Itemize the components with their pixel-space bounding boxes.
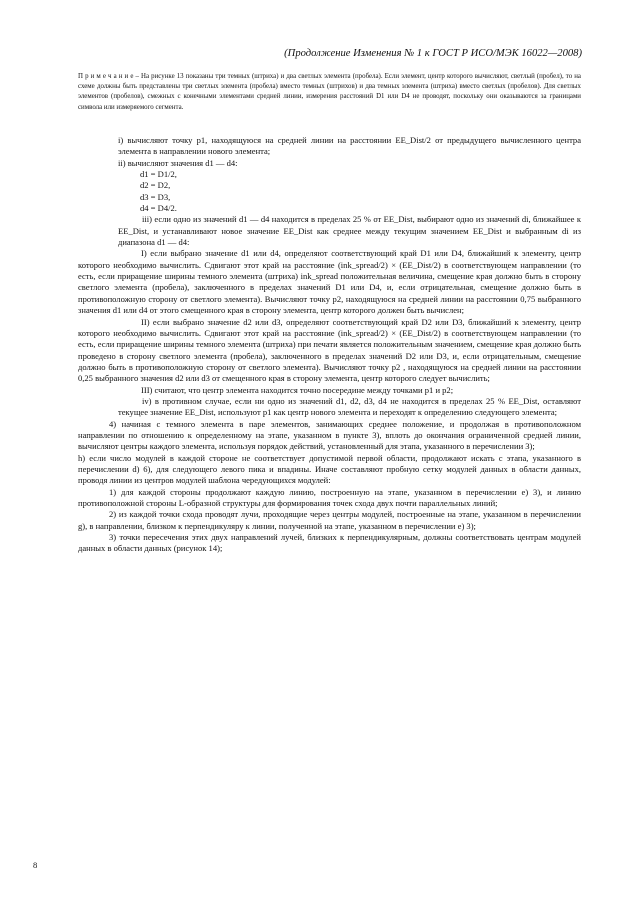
formula-d3: d3 = D3,	[140, 191, 171, 202]
item-I: I) если выбрано значение d1 или d4, определяют соответствующий край D1 или D4, ближайший к элементу, центр которого необходимо вычислить. Сдвигают этот край на расстояние (ink_spread/2) × (EE_Dist/2) в соответствующем направлении (то есть, если приращение ширины темного элемента (штриха) ink_spread положительная величина, смещение края должно быть в сторону светлого элемента (пробела), заключенного в пределах значений D1 или D4, и, если отрицательная, смещение должно быть в противоположную сторону от светлого элемента). Вычисляют точку p2, находящуюся на средней линии на расстоянии 0,75 выбранного значения d1 или d4 от этого смещенного края в сторону элемента, центр которого должен быть вычислен;	[78, 248, 581, 316]
formula-d1: d1 = D1/2,	[140, 169, 177, 180]
item-i: i) вычисляют точку p1, находящуюся на средней линии на расстоянии EE_Dist/2 от предыдущего вычисленного центра элемента в направлении нового элемента;	[118, 135, 581, 157]
item-iii: iii) если одно из значений d1 — d4 находится в пределах 25 % от EE_Dist, выбирают одно из значений di, ближайшее к EE_Dist, и устанавливают новое значение EE_Dist как среднее между текущим значением EE_Dist и выбранным di из диапазона d1 — d4:	[118, 214, 581, 248]
item-h-3: 3) точки пересечения этих двух направлений лучей, близких к перпендикулярным, должны соответствовать центрам модулей данных в области данных (рисунок 14);	[78, 532, 581, 554]
item-II: II) если выбрано значение d2 или d3, определяют соответствующий край D2 или D3, ближайший к элементу, центр которого необходимо вычислить. Сдвигают этот край на расстояние (ink_spread/2) × (EE_Dist/2) в соответствующем направлении (то есть, если приращение ширины темного элемента (штриха) при печати является положительным значением, смещение края должно быть проведено в сторону светлого элемента (пробела), заключенного в пределах значений D2 или D3, и, если отрицательным, смещение должно быть в противоположную сторону от светлого элемента). Вычисляют точку p2 , находящуюся на средней линии на расстоянии 0,25 выбранного значения d2 или d3 от смещенного края в сторону элемента, центр которого следует вычислить;	[78, 316, 581, 384]
item-h-1: 1) для каждой стороны продолжают каждую линию, построенную на этапе, указанном в перечислении e) 3), и линию противоположной стороны L-образной структуры для формирования точек схода двух почти параллельных линий;	[78, 486, 581, 508]
page-header: (Продолжение Изменения № 1 к ГОСТ Р ИСО/МЭК 16022—2008)	[284, 48, 582, 59]
note-paragraph: П р и м е ч а н и е – На рисунке 13 показаны три темных (штриха) и два светлых элемента (пробела). Если элемент, центр которого вычисляют, светлый (пробел), то на схеме должны быть представлены три светлых элемента (пробела) вместо темных (штрихов) и два темных элемента (штриха) вместо светлых (пробелов). Для светлых элементов (пробелов), смежных с конечными элементами средней линии, измерения расстояний D1 или D4 не проводят, поскольку они оказываются за границами символа или измеряемого сегмента.	[78, 73, 581, 111]
formula-d2: d2 = D2,	[140, 180, 171, 191]
step-4: 4) начиная с темного элемента в паре элементов, занимающих среднее положение, и продолжая в противоположном направлении по отношению к определенному на этапе, указанном в пункте 3), вплоть до окончания ограниченной средней линии, вычисляют центры каждого элемента, используя порядок действий, установленный для этапа, указанного в перечислении 3);	[78, 418, 581, 452]
item-iv: iv) в противном случае, если ни одно из значений d1, d2, d3, d4 не находится в пределах 25 % EE_Dist, оставляют текущее значение EE_Dist, используют p1 как центр нового элемента и переходят к определению следующего элемента;	[118, 395, 581, 418]
item-h-2: 2) из каждой точки схода проводят лучи, проходящие через центры модулей, построенные на этапе, указанном в перечислении g), в направлении, близком к перпендикуляру к линии, полученной на этапе, указанном в перечислении e) 3);	[78, 509, 581, 531]
item-III: III) считают, что центр элемента находится точно посередине между точками p1 и p2;	[141, 384, 454, 395]
page-number: 8	[33, 860, 38, 870]
formula-d4: d4 = D4/2.	[140, 203, 177, 214]
body-text	[78, 135, 581, 555]
item-h: h) если число модулей в каждой стороне не соответствует допустимой первой области, продолжают искать с этапа, указанного в перечислении d) 6), для следующего левого пика и впадины. Иначе составляют пробную сетку модулей данных в области данных, проводя линии из центров модулей шаблона чередующихся модулей:	[78, 452, 581, 486]
item-ii: ii) вычисляют значения d1 — d4:	[118, 157, 238, 168]
